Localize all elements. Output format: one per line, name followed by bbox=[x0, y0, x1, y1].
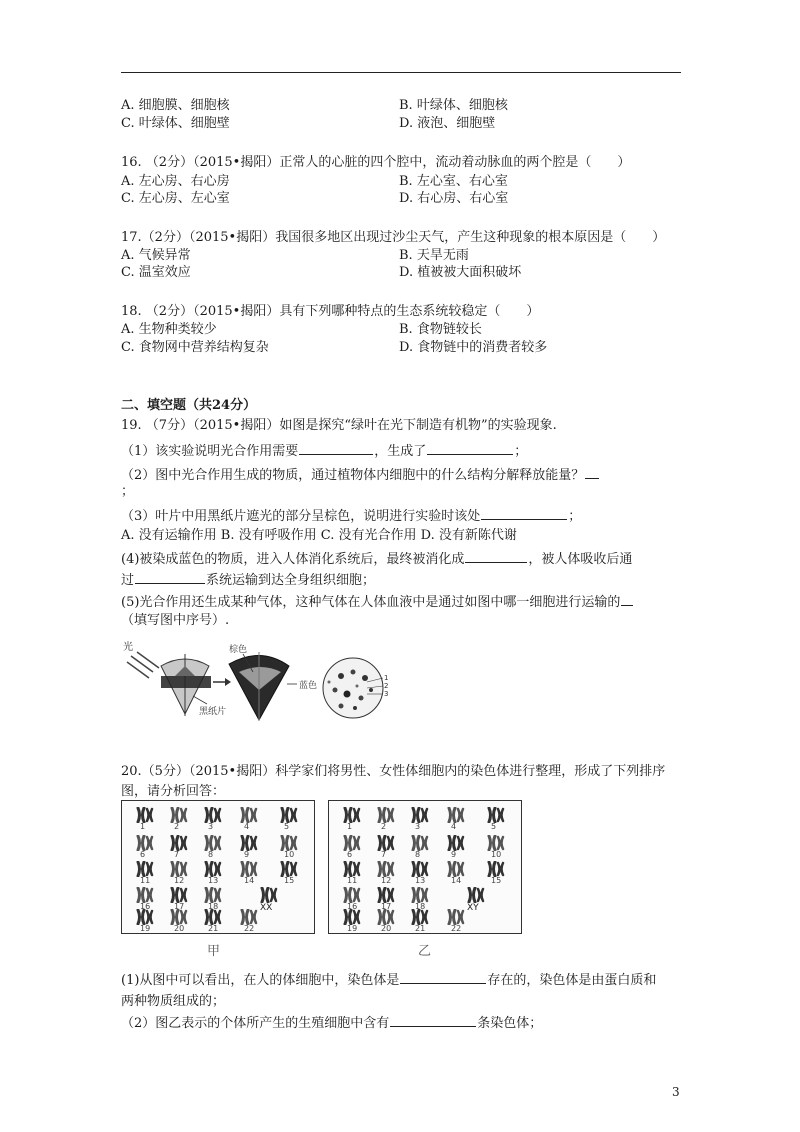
blue-label: 蓝色 bbox=[299, 681, 318, 691]
q18-option-a: A. 生物种类较少 bbox=[121, 322, 217, 337]
chromosome-number-15: 15 bbox=[491, 876, 502, 885]
q19-part1-text-c: ； bbox=[514, 444, 528, 459]
q19-part2-text-a: （2）图中光合作用生成的物质，通过植物体内细胞中的什么结构分解释放能量？ bbox=[121, 468, 585, 483]
chromosome-pair-10 bbox=[487, 835, 499, 849]
chromosome-number-14: 14 bbox=[451, 876, 462, 885]
chromosome-number-1: 1 bbox=[347, 822, 353, 831]
sex-chromosome-label-xx: XX bbox=[260, 903, 273, 913]
answer-blank[interactable] bbox=[621, 592, 633, 606]
chromosome-pair-3 bbox=[411, 807, 423, 821]
q20-stem-line2: 图，请分析回答： bbox=[121, 784, 226, 799]
chromosome-pair-18 bbox=[411, 887, 423, 901]
q19-part1-text-a: （1）该实验说明光合作用需要 bbox=[121, 444, 299, 459]
q16-option-c: C. 左心房、左心室 bbox=[121, 191, 230, 206]
q19-part4-text-c: 过 bbox=[121, 573, 135, 588]
chromosome-number-20: 20 bbox=[174, 924, 185, 933]
chromosome-number-4: 4 bbox=[451, 822, 457, 831]
figure-label-jia: 甲 bbox=[207, 944, 221, 959]
chromosome-pair-17 bbox=[377, 887, 389, 901]
karyotype-female-figure bbox=[121, 800, 315, 934]
answer-blank[interactable] bbox=[465, 549, 527, 563]
q15-option-a: A. 细胞膜、细胞核 bbox=[121, 98, 230, 113]
chromosome-number-7: 7 bbox=[174, 850, 180, 859]
page-number: 3 bbox=[672, 1085, 680, 1099]
blood-label-2: 2 bbox=[384, 682, 389, 690]
chromosome-number-1: 1 bbox=[140, 822, 146, 831]
chromosome-number-5: 5 bbox=[284, 822, 290, 831]
blood-label-3: 3 bbox=[384, 690, 389, 698]
chromosome-pair-8 bbox=[411, 835, 423, 849]
q18-option-b: B. 食物链较长 bbox=[399, 322, 482, 337]
q19-part2 bbox=[121, 465, 600, 485]
chromosome-number-2: 2 bbox=[174, 822, 180, 831]
q19-part2-end: ； bbox=[121, 484, 135, 499]
sex-chromosome-pair bbox=[260, 887, 272, 901]
q15-option-c: C. 叶绿体、细胞壁 bbox=[121, 116, 230, 131]
chromosome-pair-21 bbox=[204, 909, 216, 923]
q20-part2-text-a: （2）图乙表示的个体所产生的生殖细胞中含有 bbox=[121, 1016, 390, 1031]
chromosome-pair-1 bbox=[136, 807, 148, 821]
q19-part5-end: （填写图中序号）. bbox=[121, 613, 230, 628]
chromosome-number-20: 20 bbox=[381, 924, 392, 933]
chromosome-number-9: 9 bbox=[244, 850, 250, 859]
q18-stem: 18. （2分）（2015•揭阳）具有下列哪种特点的生态系统较稳定（ ） bbox=[121, 304, 540, 319]
q16-option-b: B. 左心室、右心室 bbox=[399, 174, 508, 189]
chromosome-pair-17 bbox=[170, 887, 182, 901]
q19-stem: 19. （7分）（2015•揭阳）如图是探究“绿叶在光下制造有机物”的实验现象. bbox=[121, 418, 557, 433]
chromosome-number-6: 6 bbox=[140, 850, 146, 859]
figure-label-yi: 乙 bbox=[418, 944, 432, 959]
chromosome-pair-13 bbox=[204, 861, 216, 875]
chromosome-number-8: 8 bbox=[415, 850, 421, 859]
light-arrows-icon bbox=[127, 652, 159, 678]
chromosome-number-17: 17 bbox=[381, 902, 392, 911]
chromosome-pair-5 bbox=[487, 807, 499, 821]
chromosome-pair-2 bbox=[170, 807, 182, 821]
chromosome-pair-12 bbox=[377, 861, 389, 875]
chromosome-pair-7 bbox=[170, 835, 182, 849]
chromosome-number-13: 13 bbox=[208, 876, 219, 885]
blood-label-1: 1 bbox=[384, 674, 389, 682]
chromosome-pair-9 bbox=[447, 835, 459, 849]
q15-option-b: B. 叶绿体、细胞核 bbox=[399, 98, 508, 113]
q19-part1-text-b: ，生成了 bbox=[374, 444, 427, 459]
chromosome-number-12: 12 bbox=[174, 876, 185, 885]
chromosome-number-8: 8 bbox=[208, 850, 214, 859]
chromosome-pair-4 bbox=[447, 807, 459, 821]
chromosome-pair-16 bbox=[343, 887, 355, 901]
sex-chromosome-pair bbox=[467, 887, 479, 901]
chromosome-number-13: 13 bbox=[415, 876, 426, 885]
chromosome-number-15: 15 bbox=[284, 876, 295, 885]
q19-part3 bbox=[121, 506, 581, 526]
stained-leaf-icon bbox=[229, 652, 289, 720]
chromosome-pair-3 bbox=[204, 807, 216, 821]
q19-part3-text-a: （3）叶片中用黑纸片遮光的部分呈棕色，说明进行实验时该处 bbox=[121, 509, 481, 524]
chromosome-number-9: 9 bbox=[451, 850, 457, 859]
chromosome-number-3: 3 bbox=[208, 822, 214, 831]
q20-part1-text-a: (1)从图中可以看出，在人的体细胞中，染色体是 bbox=[121, 973, 400, 988]
chromosome-number-3: 3 bbox=[415, 822, 421, 831]
q19-part5 bbox=[121, 592, 634, 612]
chromosome-number-10: 10 bbox=[284, 850, 295, 859]
chromosome-number-22: 22 bbox=[451, 924, 462, 933]
chromosome-number-16: 16 bbox=[140, 902, 151, 911]
blood-cells-icon bbox=[323, 658, 383, 718]
chromosome-number-19: 19 bbox=[347, 924, 358, 933]
q19-part4-text-a: (4)被染成蓝色的物质，进入人体消化系统后，最终被消化成 bbox=[121, 552, 465, 567]
chromosome-number-6: 6 bbox=[347, 850, 353, 859]
chromosome-pair-6 bbox=[136, 835, 148, 849]
brown-label: 棕色 bbox=[229, 645, 248, 655]
answer-blank[interactable] bbox=[390, 1013, 476, 1027]
chromosome-pair-13 bbox=[411, 861, 423, 875]
answer-blank[interactable] bbox=[427, 441, 513, 455]
q15-option-d: D. 液泡、细胞壁 bbox=[399, 116, 496, 131]
chromosome-pair-5 bbox=[280, 807, 292, 821]
chromosome-number-7: 7 bbox=[381, 850, 387, 859]
chromosome-pair-14 bbox=[447, 861, 459, 875]
answer-blank[interactable] bbox=[400, 970, 486, 984]
chromosome-number-2: 2 bbox=[381, 822, 387, 831]
q19-part4 bbox=[121, 549, 632, 569]
chromosome-pair-9 bbox=[240, 835, 252, 849]
chromosome-number-12: 12 bbox=[381, 876, 392, 885]
q18-option-c: C. 食物网中营养结构复杂 bbox=[121, 340, 269, 355]
q20-part1 bbox=[121, 970, 656, 990]
q19-part5-text-a: (5)光合作用还生成某种气体，这种气体在人体血液中是通过如图中哪一细胞进行运输的 bbox=[121, 595, 621, 610]
answer-blank[interactable] bbox=[481, 506, 567, 520]
q17-option-b: B. 天旱无雨 bbox=[399, 248, 469, 263]
q19-part4-cont bbox=[121, 570, 375, 590]
chromosome-pair-1 bbox=[343, 807, 355, 821]
q17-option-a: A. 气候异常 bbox=[121, 248, 191, 263]
chromosome-pair-11 bbox=[136, 861, 148, 875]
chromosome-pair-19 bbox=[343, 909, 355, 923]
chromosome-pair-4 bbox=[240, 807, 252, 821]
q20-part2 bbox=[121, 1013, 542, 1033]
sex-chromosome-label-xy: XY bbox=[467, 903, 479, 913]
q19-part3-text-b: ； bbox=[568, 509, 582, 524]
chromosome-number-21: 21 bbox=[208, 924, 219, 933]
q20-part2-text-b: 条染色体； bbox=[477, 1016, 543, 1031]
q17-option-d: D. 植被被大面积破坏 bbox=[399, 265, 522, 280]
chromosome-pair-8 bbox=[204, 835, 216, 849]
light-label: 光 bbox=[123, 642, 133, 653]
q20-stem-line1: 20.（5分）（2015•揭阳）科学家们将男性、女性体细胞内的染色体进行整理，形成了下列排序 bbox=[121, 764, 666, 779]
q20-part1-cont: 两种物质组成的； bbox=[121, 994, 226, 1009]
chromosome-pair-21 bbox=[411, 909, 423, 923]
chromosome-pair-15 bbox=[280, 861, 292, 875]
answer-blank[interactable] bbox=[299, 441, 373, 455]
answer-blank[interactable] bbox=[135, 570, 205, 584]
header-rule bbox=[121, 72, 681, 73]
q18-option-d: D. 食物链中的消费者较多 bbox=[399, 340, 548, 355]
chromosome-pair-6 bbox=[343, 835, 355, 849]
chromosome-pair-18 bbox=[204, 887, 216, 901]
chromosome-pair-10 bbox=[280, 835, 292, 849]
answer-blank[interactable] bbox=[585, 465, 599, 479]
q16-stem: 16. （2分）（2015•揭阳）正常人的心脏的四个腔中，流动着动脉血的两个腔是（ ） bbox=[121, 155, 631, 170]
chromosome-number-18: 18 bbox=[208, 902, 219, 911]
q19-part4-text-d: 系统运输到达全身组织细胞； bbox=[206, 573, 376, 588]
chromosome-pair-19 bbox=[136, 909, 148, 923]
q19-part3-options: A. 没有运输作用 B. 没有呼吸作用 C. 没有光合作用 D. 没有新陈代谢 bbox=[121, 528, 517, 543]
chromosome-number-16: 16 bbox=[347, 902, 358, 911]
chromosome-number-10: 10 bbox=[491, 850, 502, 859]
chromosome-pair-15 bbox=[487, 861, 499, 875]
chromosome-number-21: 21 bbox=[415, 924, 426, 933]
karyotype-male-figure bbox=[328, 800, 522, 934]
q19-part4-text-b: ，被人体吸收后通 bbox=[528, 552, 633, 567]
chromosome-number-5: 5 bbox=[491, 822, 497, 831]
q17-option-c: C. 温室效应 bbox=[121, 265, 191, 280]
q17-stem: 17.（2分）（2015•揭阳）我国很多地区出现过沙尘天气，产生这种现象的根本原因是（ ） bbox=[121, 230, 666, 245]
chromosome-number-17: 17 bbox=[174, 902, 185, 911]
chromosome-pair-22 bbox=[447, 909, 459, 923]
chromosome-number-11: 11 bbox=[140, 876, 151, 885]
chromosome-number-19: 19 bbox=[140, 924, 151, 933]
q19-part1 bbox=[121, 441, 527, 461]
chromosome-pair-2 bbox=[377, 807, 389, 821]
chromosome-number-18: 18 bbox=[415, 902, 426, 911]
chromosome-pair-11 bbox=[343, 861, 355, 875]
chromosome-pair-22 bbox=[240, 909, 252, 923]
chromosome-pair-7 bbox=[377, 835, 389, 849]
q16-option-d: D. 右心房、右心室 bbox=[399, 191, 509, 206]
q20-part1-text-b: 存在的，染色体是由蛋白质和 bbox=[487, 973, 657, 988]
q16-option-a: A. 左心房、右心房 bbox=[121, 174, 230, 189]
chromosome-pair-16 bbox=[136, 887, 148, 901]
chromosome-pair-20 bbox=[170, 909, 182, 923]
black-paper-label: 黑纸片 bbox=[199, 707, 227, 717]
chromosome-pair-20 bbox=[377, 909, 389, 923]
chromosome-pair-14 bbox=[240, 861, 252, 875]
chromosome-number-22: 22 bbox=[244, 924, 255, 933]
chromosome-number-4: 4 bbox=[244, 822, 250, 831]
section-heading-fill-in: 二、填空题（共24分） bbox=[121, 398, 257, 413]
chromosome-pair-12 bbox=[170, 861, 182, 875]
q19-leaf-experiment-figure bbox=[121, 638, 391, 728]
chromosome-number-14: 14 bbox=[244, 876, 255, 885]
chromosome-number-11: 11 bbox=[347, 876, 358, 885]
